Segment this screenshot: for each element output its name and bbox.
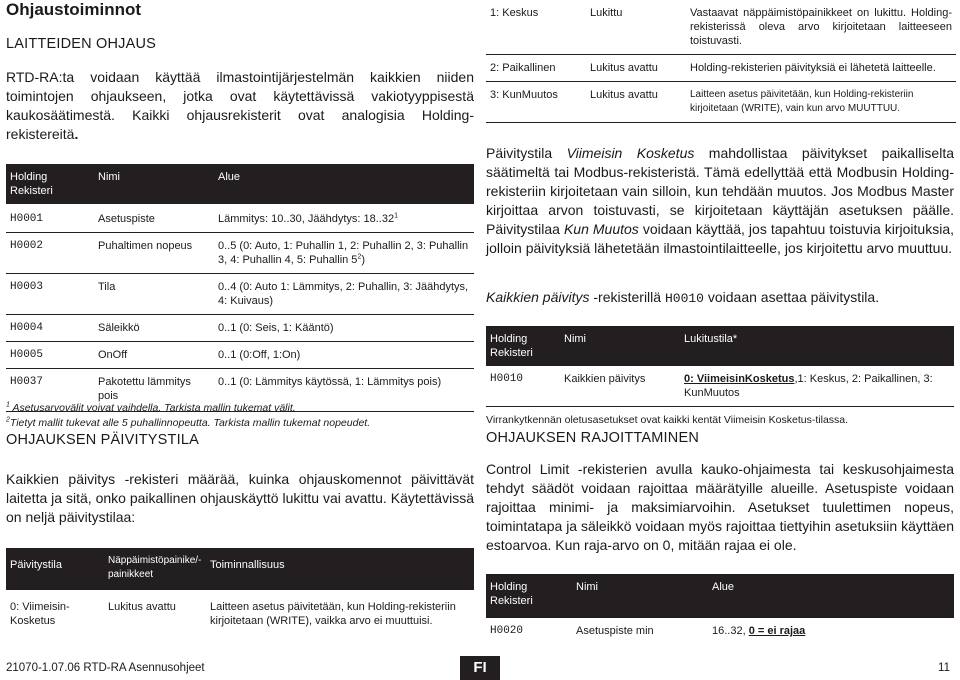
language-badge: FI <box>460 656 500 680</box>
table-header-row <box>486 326 954 366</box>
update-mode-table-continued <box>486 0 956 123</box>
col-header-lock-state: Lukitustila* <box>680 326 954 366</box>
col-header-register: Holding Rekisteri <box>486 326 560 366</box>
col-header-range: Alue <box>214 164 474 204</box>
control-limit-table <box>486 574 954 644</box>
update-mode-table <box>6 548 474 638</box>
table-header-row <box>486 574 954 618</box>
table-row: H0020 Asetuspiste min 16..32, 0 = ei rajaa <box>490 625 806 637</box>
footer-doc-id: 21070-1.07.06 RTD-RA Asennusohjeet <box>6 662 205 674</box>
table-header-row <box>6 164 474 204</box>
control-registers-table <box>6 164 474 412</box>
table-row: H0003 Tila 0..4 (0: Auto 1: Lämmitys, 2: Puhallin, 3: Jäähdytys, 4: Kuivaus) <box>6 274 474 315</box>
table-row: 2: Paikallinen Lukitus avattu Holding-rekisterien päivityksiä ei lähetetä laitteelle. <box>486 55 956 82</box>
table-row: 0: Viimeisin-Kosketus Lukitus avattu Laitteen asetus päivitetään, kun Holding-rekisteriin kirjoitetaan (WRITE), vaikka arvo ei muuttuisi. <box>10 601 456 627</box>
section-heading-update-mode: OHJAUKSEN PÄIVITYSTILA <box>6 432 199 448</box>
power-on-default-note: Virrankytkennän oletusasetukset ovat kaikki kentät Viimeisin Kosketus-tilassa. <box>486 414 849 426</box>
col-header-register: Holding Rekisteri <box>486 574 572 618</box>
table-row: H0001 Asetuspiste Lämmitys: 10..30, Jäähdytys: 18..32$^1$ <box>6 204 474 233</box>
col-header-keys: Näppäimistöpainike/-painikkeet <box>104 548 206 590</box>
update-mode-paragraph: Kaikkien päivitys -rekisteri määrää, kuinka ohjauskomennot päivittävät laitetta ja sitä, onko paikallinen ohjauskäyttö lukittu vai avattu. Käytettävissä on neljä päivitystilaa: <box>6 471 474 525</box>
col-header-name: Nimi <box>560 326 680 366</box>
table-row: 1: Keskus Lukittu Vastaavat näppäimistöpainikkeet on lukittu. Holding-rekisterissä oleva arvo kirjoitetaan laitteeseen toistuvasti. <box>486 0 956 55</box>
col-header-name: Nimi <box>572 574 708 618</box>
table-row: H0004 Säleikkö 0..1 (0: Seis, 1: Kääntö) <box>6 315 474 342</box>
col-header-function: Toiminnallisuus <box>206 548 474 590</box>
page-title: Ohjaustoiminnot <box>6 0 142 19</box>
table-header-row <box>6 548 474 590</box>
table-row: H0010 Kaikkien päivitys 0: ViimeisinKosketus,1: Keskus, 2: Paikallinen, 3: KunMuutos <box>490 373 933 399</box>
col-header-mode: Päivitystila <box>6 548 104 590</box>
section-heading-device-control: LAITTEIDEN OHJAUS <box>6 36 157 52</box>
all-update-register-table <box>486 326 954 407</box>
table-row: H0005 OnOff 0..1 (0:Off, 1:On) <box>6 342 474 369</box>
footnote-1: $^1$ Asetusarvovälit voivat vaihdella. Tarkista mallin tukemat välit. <box>6 401 296 414</box>
table-row: 3: KunMuutos Lukitus avattu Laitteen asetus päivitetään, kun Holding-rekisteriin kirjoitetaan (WRITE), vain kun arvo MUUTTUU. <box>490 89 914 114</box>
control-limit-paragraph: Control Limit -rekisterien avulla kauko-ohjaimesta tai keskusohjaimesta tehdyt säädöt voidaan rajoittaa määrätyille alueille. Asetuspiste voidaan rajoittaa minimi- ja maksimiarvoihin. Asetukset tuulettimen nopeus, toimintatapa ja säleikkö voidaan myös rajoittaa tiettyihin asetuksiin käyttäen estoarvoa. Kun raja-arvo on 0, mitään rajaa ei ole. <box>486 461 954 553</box>
col-header-register: Holding Rekisteri <box>6 164 94 204</box>
col-header-range: Alue <box>708 574 954 618</box>
all-update-register-paragraph: Kaikkien päivitys -rekisterillä H0010 voidaan asettaa päivitystila. <box>486 289 880 306</box>
update-mode-explanation: Päivitystila Viimeisin Kosketus mahdollistaa päivitykset paikalliselta säätimeltä tai Modbus-rekisteristä. Tämä edellyttää että Modbusin Holding-rekisteriin kirjoitetaan vain silloin, kun tehdään muutos. Jos Modbus Master kirjoittaa arvon toistuvasti, se kirjoitetaan käyttäjän asetuksen päälle. Päivitystilaa Kun Muutos voidaan käyttää, jos tapahtuu toistuvia kirjoituksia, jolloin päivityksiä lähetetään ilmastointilaitteelle, jos kirjoitettu arvo muuttuu. <box>486 145 954 256</box>
table-row: H0002 Puhaltimen nopeus 0..5 (0: Auto, 1: Puhallin 1, 2: Puhallin 2, 3: Puhallin 3, 4: Puhallin 4, 5: Puhallin $5^2$) <box>6 233 474 274</box>
table-row: H0037 Pakotettu lämmitys pois 0..1 (0: Lämmitys käytössä, 1: Lämmitys pois) <box>6 369 474 412</box>
page-number: 11 <box>938 662 950 674</box>
section-heading-control-limit: OHJAUKSEN RAJOITTAMINEN <box>486 430 699 446</box>
col-header-name: Nimi <box>94 164 214 204</box>
intro-paragraph: RTD-RA:ta voidaan käyttää ilmastointijärjestelmän kaikkien niiden toimintojen ohjaukseen, jotka ovat käytettävissä vakiotyyppisestä kaukosäätimestä. Kaikki ohjausrekisterit ovat analogisia Holding-rekistereitä. <box>6 69 474 142</box>
footnote-2: $^2$Tietyt mallit tukevat alle 5 puhallinnopeutta. Tarkista mallin tukemat nopeudet. <box>6 416 371 429</box>
